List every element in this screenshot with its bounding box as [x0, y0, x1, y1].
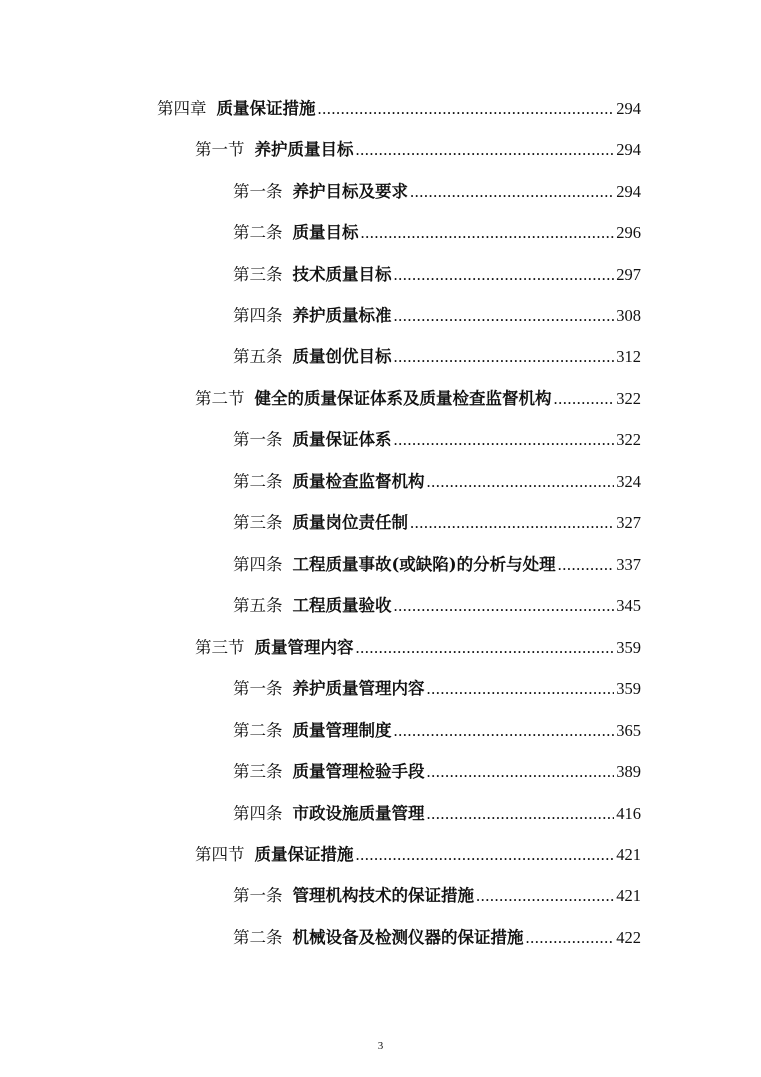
- toc-entry-page: 308: [616, 306, 641, 325]
- toc-entry[interactable]: [233, 510, 641, 536]
- toc-entry-number: 第五条: [233, 347, 283, 366]
- page-number: 3: [377, 1040, 384, 1052]
- toc-entry-number: 第一条: [233, 182, 283, 201]
- toc-leader-dots: [558, 552, 615, 578]
- toc-entry-title: 质量管理内容: [254, 638, 354, 657]
- toc-entry[interactable]: [233, 469, 641, 495]
- toc-leader-dots: [356, 842, 615, 868]
- toc-entry-number: 第三节: [195, 638, 245, 657]
- toc-leader-dots: [427, 469, 615, 495]
- toc-entry-page: 365: [616, 721, 641, 740]
- toc-entry-number: 第一节: [195, 140, 245, 159]
- toc-entry[interactable]: [233, 925, 641, 951]
- toc-entry-number: 第四条: [233, 804, 283, 823]
- toc-entry-title: 养护目标及要求: [292, 182, 408, 201]
- toc-leader-dots: [361, 220, 615, 246]
- toc-entry[interactable]: [195, 635, 641, 661]
- toc-entry-number: 第一条: [233, 679, 283, 698]
- toc-entry-number: 第四条: [233, 306, 283, 325]
- toc-entry-page: 359: [616, 679, 641, 698]
- toc-entry-number: 第三条: [233, 513, 283, 532]
- toc-entry-title: 工程质量验收: [292, 596, 392, 615]
- toc-leader-dots: [394, 344, 615, 370]
- toc-entry[interactable]: [233, 427, 641, 453]
- toc-entry[interactable]: [195, 137, 641, 163]
- toc-leader-dots: [394, 303, 615, 329]
- toc-entry-title: 市政设施质量管理: [292, 804, 425, 823]
- toc-leader-dots: [356, 137, 615, 163]
- toc-leader-dots: [394, 718, 615, 744]
- toc-entry-number: 第二节: [195, 389, 245, 408]
- toc-entry-title: 养护质量标准: [292, 306, 392, 325]
- toc-entry[interactable]: [233, 262, 641, 288]
- toc-entry-title: 健全的质量保证体系及质量检查监督机构: [254, 389, 552, 408]
- toc-leader-dots: [394, 427, 615, 453]
- toc-entry-title: 机械设备及检测仪器的保证措施: [292, 928, 524, 947]
- toc-leader-dots: [526, 925, 615, 951]
- toc-entry-page: 421: [616, 886, 641, 905]
- toc-entry-title: 管理机构技术的保证措施: [292, 886, 474, 905]
- toc-entry-title: 质量目标: [292, 223, 359, 242]
- toc-entry-page: 327: [616, 513, 641, 532]
- toc-entry-title: 质量检查监督机构: [292, 472, 425, 491]
- toc-entry-number: 第二条: [233, 928, 283, 947]
- toc-leader-dots: [427, 676, 615, 702]
- toc-entry-page: 337: [616, 555, 641, 574]
- toc-entry[interactable]: [195, 842, 641, 868]
- toc-leader-dots: [427, 801, 615, 827]
- toc-entry-page: 294: [616, 182, 641, 201]
- toc-entry[interactable]: [233, 552, 641, 578]
- toc-entry-title: 工程质量事故(或缺陷)的分析与处理: [292, 555, 556, 574]
- toc-entry-title: 养护质量目标: [254, 140, 354, 159]
- toc-entry-page: 359: [616, 638, 641, 657]
- toc-leader-dots: [410, 510, 614, 536]
- toc-entry[interactable]: [233, 303, 641, 329]
- toc-entry-number: 第四节: [195, 845, 245, 864]
- toc-entry[interactable]: [233, 220, 641, 246]
- toc-entry[interactable]: [233, 179, 641, 205]
- toc-entry[interactable]: [233, 593, 641, 619]
- toc-entry-number: 第二条: [233, 472, 283, 491]
- toc-entry-number: 第一条: [233, 430, 283, 449]
- toc-entry-title: 质量岗位责任制: [292, 513, 408, 532]
- toc-entry-number: 第二条: [233, 721, 283, 740]
- toc-entry-page: 416: [616, 804, 641, 823]
- toc-leader-dots: [318, 96, 615, 122]
- toc-leader-dots: [356, 635, 615, 661]
- toc-entry-number: 第五条: [233, 596, 283, 615]
- toc-leader-dots: [394, 593, 615, 619]
- toc-entry-number: 第二条: [233, 223, 283, 242]
- toc-entry[interactable]: [233, 718, 641, 744]
- toc-entry-title: 技术质量目标: [292, 265, 392, 284]
- toc-entry[interactable]: [233, 759, 641, 785]
- toc-entry-title: 质量管理检验手段: [292, 762, 425, 781]
- toc-entry-number: 第四条: [233, 555, 283, 574]
- toc-entry[interactable]: [233, 344, 641, 370]
- toc-leader-dots: [427, 759, 615, 785]
- toc-leader-dots: [476, 883, 614, 909]
- toc-entry-page: 294: [616, 140, 641, 159]
- toc-leader-dots: [410, 179, 614, 205]
- toc-entry-title: 养护质量管理内容: [292, 679, 425, 698]
- toc-entry-title: 质量保证措施: [254, 845, 354, 864]
- toc-entry-page: 294: [616, 99, 641, 118]
- toc-leader-dots: [554, 386, 615, 412]
- toc-entry[interactable]: [157, 96, 641, 122]
- toc-entry-page: 422: [616, 928, 641, 947]
- toc-entry[interactable]: [233, 883, 641, 909]
- toc-entry-number: 第一条: [233, 886, 283, 905]
- toc-entry[interactable]: [233, 676, 641, 702]
- toc-entry-page: 345: [616, 596, 641, 615]
- toc-entry-page: 297: [616, 265, 641, 284]
- toc-entry-page: 324: [616, 472, 641, 491]
- toc-entry[interactable]: [233, 801, 641, 827]
- toc-entry-page: 421: [616, 845, 641, 864]
- toc-entry-page: 322: [616, 389, 641, 408]
- toc-entry-page: 389: [616, 762, 641, 781]
- toc-entry-title: 质量保证措施: [216, 99, 316, 118]
- toc-entry-page: 312: [616, 347, 641, 366]
- toc-leader-dots: [394, 262, 615, 288]
- toc-entry-number: 第三条: [233, 265, 283, 284]
- toc-entry[interactable]: [195, 386, 641, 412]
- toc-entry-number: 第三条: [233, 762, 283, 781]
- toc-entry-title: 质量创优目标: [292, 347, 392, 366]
- toc-entry-page: 322: [616, 430, 641, 449]
- toc-entry-title: 质量保证体系: [292, 430, 392, 449]
- toc-entry-number: 第四章: [157, 99, 207, 118]
- toc-entry-title: 质量管理制度: [292, 721, 392, 740]
- toc-entry-page: 296: [616, 223, 641, 242]
